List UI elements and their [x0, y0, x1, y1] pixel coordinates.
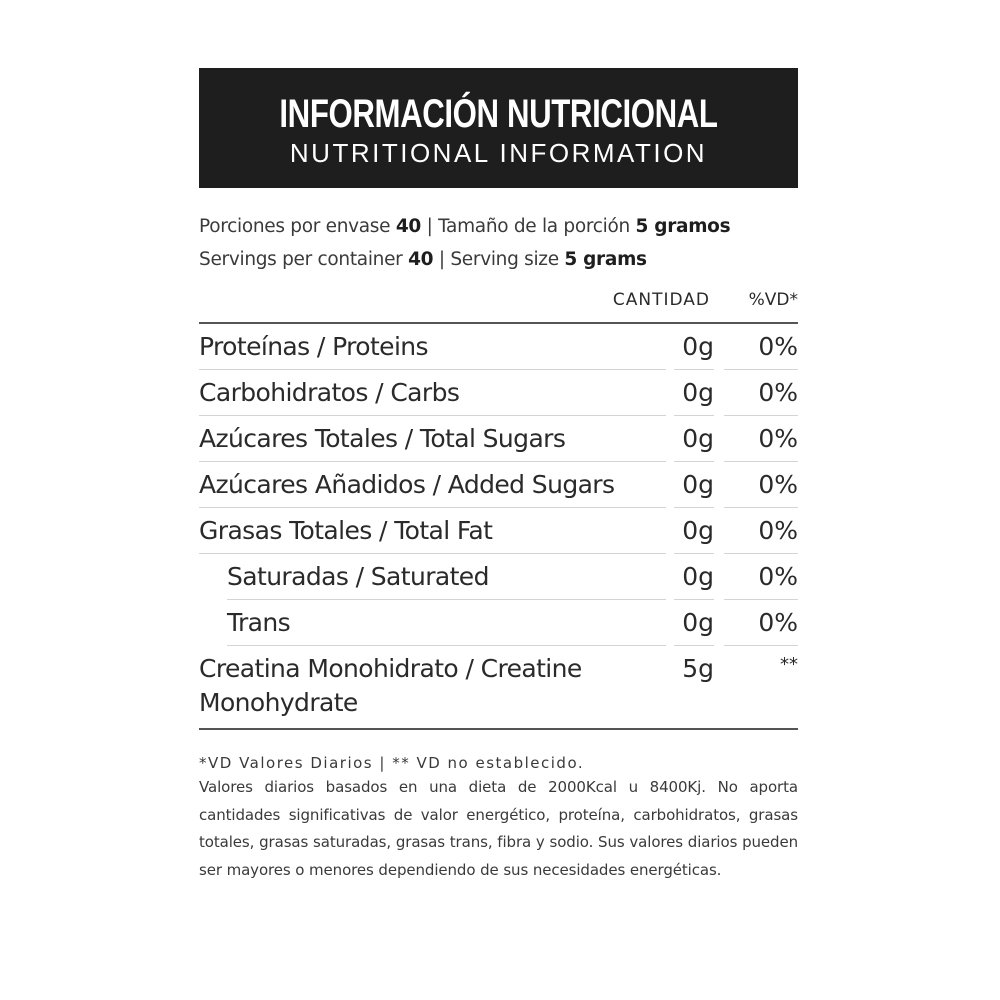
nutrient-row-proteins — [199, 324, 798, 370]
nutrient-name: Azúcares Añadidos / Added Sugars — [199, 470, 615, 499]
serving-size-label-en: Serving size — [450, 249, 559, 270]
nutrient-daily-value: ** — [780, 654, 798, 675]
nutrient-daily-value: 0% — [758, 470, 798, 499]
column-header-daily-value: %VD* — [748, 290, 798, 310]
nutrient-amount: 0g — [682, 562, 714, 591]
nutrition-label — [199, 68, 798, 884]
servings-label-es: Porciones por envase — [199, 216, 391, 237]
nutrient-amount: 0g — [682, 608, 714, 637]
title-spanish: INFORMACIÓN NUTRICIONAL — [279, 92, 718, 136]
nutrient-daily-value: 0% — [758, 608, 798, 637]
column-headers — [199, 280, 798, 320]
nutrient-name: Saturadas / Saturated — [227, 562, 489, 591]
nutrient-amount: 0g — [682, 332, 714, 361]
serving-size-es: 5 gramos — [635, 216, 731, 237]
nutrient-amount: 5g — [682, 654, 714, 683]
column-header-amount: CANTIDAD — [612, 290, 710, 310]
servings-line-spanish — [199, 210, 798, 243]
nutrient-daily-value: 0% — [758, 562, 798, 591]
servings-line-english — [199, 243, 798, 276]
nutrient-amount: 0g — [682, 470, 714, 499]
nutrient-row-added-sugars — [199, 462, 798, 508]
nutrient-name: Azúcares Totales / Total Sugars — [199, 424, 566, 453]
nutrient-name: Grasas Totales / Total Fat — [199, 516, 493, 545]
nutrient-daily-value: 0% — [758, 332, 798, 361]
nutrient-daily-value: 0% — [758, 516, 798, 545]
servings-count-en: 40 — [408, 249, 434, 270]
nutrient-amount: 0g — [682, 424, 714, 453]
nutrient-row-total-fat — [199, 508, 798, 554]
serving-size-en: 5 grams — [564, 249, 647, 270]
nutrient-name: Carbohidratos / Carbs — [199, 378, 460, 407]
servings-count-es: 40 — [395, 216, 421, 237]
nutrient-name: Proteínas / Proteins — [199, 332, 428, 361]
nutrient-table — [199, 324, 798, 728]
nutrient-row-carbs — [199, 370, 798, 416]
footnote-legend: *VD Valores Diarios | ** VD no establecido. — [199, 754, 585, 772]
servings-label-en: Servings per container — [199, 249, 403, 270]
serving-size-label-es: Tamaño de la porción — [438, 216, 630, 237]
nutrient-name: Creatina Monohidrato / Creatine Monohydrate — [199, 654, 582, 717]
label-header — [199, 68, 798, 188]
nutrient-name: Trans — [227, 608, 291, 637]
footnote-body: Valores diarios basados en una dieta de 2000Kcal u 8400Kj. No aporta cantidades significativas de valor energético, proteína, carbohidratos, grasas totales, grasas saturadas, grasas trans, fibra y sodio. Sus valores diarios pueden ser mayores o menores dependiendo de sus necesidades energéticas. — [199, 778, 798, 879]
servings-separator: | — [438, 249, 445, 270]
servings-info — [199, 210, 798, 276]
nutrient-row-trans — [199, 600, 798, 646]
nutrient-daily-value: 0% — [758, 378, 798, 407]
nutrient-row-creatine — [199, 646, 798, 728]
nutrient-daily-value: 0% — [758, 424, 798, 453]
nutrient-amount: 0g — [682, 516, 714, 545]
servings-separator: | — [426, 216, 433, 237]
nutrient-row-saturated — [199, 554, 798, 600]
title-english: NUTRITIONAL INFORMATION — [289, 138, 708, 168]
table-bottom-rule — [199, 728, 798, 730]
nutrient-row-total-sugars — [199, 416, 798, 462]
nutrient-amount: 0g — [682, 378, 714, 407]
